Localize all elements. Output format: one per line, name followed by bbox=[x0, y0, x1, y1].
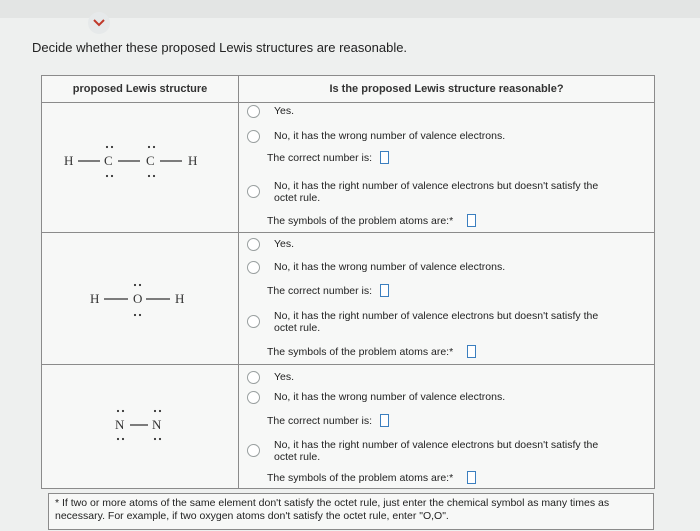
chevron-down-icon bbox=[93, 19, 105, 27]
radio-button[interactable] bbox=[247, 261, 260, 274]
correct-number-input[interactable] bbox=[380, 414, 389, 427]
atom-h1: H bbox=[64, 153, 74, 168]
octet-rule-footnote: * If two or more atoms of the same element don't satisfy the octet rule, just enter the chemical symbol as many times as necessary. For example, if two oxygen atoms don't satisfy the octet rule, enter "O,O". bbox=[48, 493, 654, 530]
radio-button[interactable] bbox=[247, 315, 260, 328]
question-prompt: Decide whether these proposed Lewis structures are reasonable. bbox=[32, 40, 408, 55]
column-header-reasonable: Is the proposed Lewis structure reasonable? bbox=[239, 76, 655, 103]
radio-button[interactable] bbox=[247, 371, 260, 384]
option-octet-rule[interactable]: No, it has the right number of valence electrons but doesn't satisfy the octet rule. bbox=[247, 439, 617, 463]
table-row bbox=[42, 103, 655, 233]
radio-button[interactable] bbox=[247, 130, 260, 143]
options-cell bbox=[239, 233, 655, 365]
atom-n1: N bbox=[115, 417, 125, 432]
structure-cell bbox=[42, 233, 239, 365]
option-wrong-electrons[interactable]: No, it has the wrong number of valence electrons. bbox=[247, 391, 505, 404]
option-octet-rule[interactable]: No, it has the right number of valence electrons but doesn't satisfy the octet rule. bbox=[247, 180, 617, 204]
radio-button[interactable] bbox=[247, 391, 260, 404]
problem-atoms-field: The symbols of the problem atoms are:* bbox=[267, 471, 476, 484]
atom-h1: H bbox=[90, 291, 100, 306]
option-octet-rule[interactable]: No, it has the right number of valence electrons but doesn't satisfy the octet rule. bbox=[247, 310, 617, 334]
radio-button[interactable] bbox=[247, 105, 260, 118]
option-wrong-electrons[interactable]: No, it has the wrong number of valence electrons. bbox=[247, 130, 505, 143]
table-row bbox=[42, 233, 655, 365]
atom-c2: C bbox=[146, 153, 155, 168]
problem-atoms-input[interactable] bbox=[467, 471, 476, 484]
correct-number-field: The correct number is: bbox=[267, 414, 389, 427]
option-yes[interactable]: Yes. bbox=[247, 238, 294, 251]
radio-button[interactable] bbox=[247, 238, 260, 251]
table-row bbox=[42, 365, 655, 489]
correct-number-field: The correct number is: bbox=[267, 284, 389, 297]
radio-button[interactable] bbox=[247, 185, 260, 198]
lewis-structure-ethyne bbox=[42, 103, 238, 233]
correct-number-field: The correct number is: bbox=[267, 151, 389, 164]
atom-o: O bbox=[133, 291, 143, 306]
option-wrong-electrons[interactable]: No, it has the wrong number of valence electrons. bbox=[247, 261, 505, 274]
atom-h2: H bbox=[188, 153, 198, 168]
problem-atoms-field: The symbols of the problem atoms are:* bbox=[267, 345, 476, 358]
correct-number-input[interactable] bbox=[380, 151, 389, 164]
collapse-button[interactable] bbox=[88, 12, 110, 34]
options-cell bbox=[239, 365, 655, 489]
correct-number-input[interactable] bbox=[380, 284, 389, 297]
atom-h2: H bbox=[175, 291, 185, 306]
option-yes[interactable]: Yes. bbox=[247, 371, 294, 384]
atom-n2: N bbox=[152, 417, 162, 432]
lewis-structure-dinitrogen bbox=[42, 365, 238, 489]
radio-button[interactable] bbox=[247, 444, 260, 457]
structure-cell bbox=[42, 365, 239, 489]
problem-atoms-field: The symbols of the problem atoms are:* bbox=[267, 214, 476, 227]
structure-cell bbox=[42, 103, 239, 233]
lewis-structure-table bbox=[41, 75, 655, 489]
problem-atoms-input[interactable] bbox=[467, 214, 476, 227]
options-cell bbox=[239, 103, 655, 233]
problem-atoms-input[interactable] bbox=[467, 345, 476, 358]
column-header-structure: proposed Lewis structure bbox=[42, 76, 239, 103]
atom-c1: C bbox=[104, 153, 113, 168]
lewis-structure-water bbox=[42, 233, 238, 365]
option-yes[interactable]: Yes. bbox=[247, 105, 294, 118]
